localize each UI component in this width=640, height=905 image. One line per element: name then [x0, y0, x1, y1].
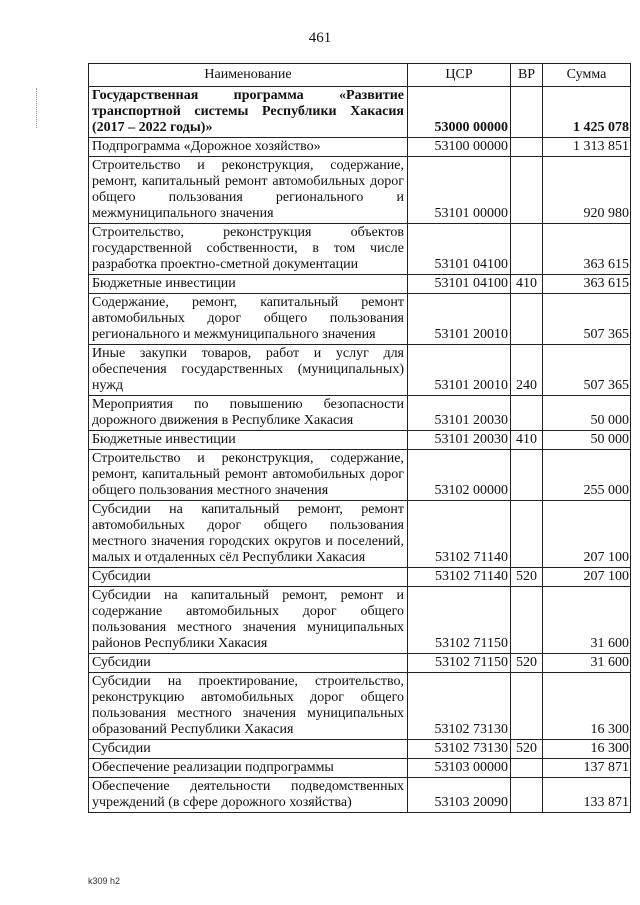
row-csr-cell: 53101 20010 [408, 345, 511, 396]
table-row [89, 654, 631, 673]
row-name-cell: Субсидии на проектирование, строительство, реконструкцию автомобильных дорог общего пользования местного значения муниципальных образований Республики Хакасия [89, 673, 408, 740]
table-row [89, 778, 631, 813]
row-name-cell: Иные закупки товаров, работ и услуг для обеспечения государственных (муниципальных) нужд [89, 345, 408, 396]
row-vr-cell: 410 [511, 431, 543, 450]
row-csr-cell: 53100 00000 [408, 138, 511, 157]
row-csr-cell: 53102 73130 [408, 740, 511, 759]
row-csr-cell: 53103 00000 [408, 759, 511, 778]
row-sum-cell: 133 871 [543, 778, 631, 813]
row-sum-cell: 920 980 [543, 157, 631, 224]
table-row [89, 587, 631, 654]
header-vr: ВР [511, 64, 543, 87]
row-vr-cell [511, 450, 543, 501]
row-name-cell: Государственная программа «Развитие транспортной системы Республики Хакасия (2017 – 2022 годы)» [89, 87, 408, 138]
header-sum: Сумма [543, 64, 631, 87]
row-name-cell: Подпрограмма «Дорожное хозяйство» [89, 138, 408, 157]
row-csr-cell: 53102 00000 [408, 450, 511, 501]
row-name-cell: Мероприятия по повышению безопасности дорожного движения в Республике Хакасия [89, 396, 408, 431]
row-sum-cell: 31 600 [543, 587, 631, 654]
margin-binding-mark [36, 88, 37, 128]
row-csr-cell: 53101 00000 [408, 157, 511, 224]
row-sum-cell: 137 871 [543, 759, 631, 778]
table-row [89, 759, 631, 778]
row-name-cell: Строительство и реконструкция, содержание, ремонт, капитальный ремонт автомобильных дорог общего пользования местного значения [89, 450, 408, 501]
row-csr-cell: 53102 71140 [408, 501, 511, 568]
row-csr-cell: 53101 20010 [408, 294, 511, 345]
row-vr-cell [511, 673, 543, 740]
row-vr-cell [511, 759, 543, 778]
row-vr-cell [511, 138, 543, 157]
row-vr-cell: 410 [511, 275, 543, 294]
table-row [89, 87, 631, 138]
row-name-cell: Субсидии на капитальный ремонт, ремонт автомобильных дорог общего пользования местного значения городских округов и поселений, малых и отдаленных сёл Республики Хакасия [89, 501, 408, 568]
row-vr-cell: 520 [511, 654, 543, 673]
row-name-cell: Субсидии на капитальный ремонт, ремонт и содержание автомобильных дорог общего пользования местного значения муниципальных районов Республики Хакасия [89, 587, 408, 654]
row-vr-cell [511, 157, 543, 224]
row-name-cell: Строительство и реконструкция, содержание, ремонт, капитальный ремонт автомобильных дорог общего пользования регионального и межмуниципального значения [89, 157, 408, 224]
row-sum-cell: 207 100 [543, 568, 631, 587]
row-sum-cell: 363 615 [543, 275, 631, 294]
row-csr-cell: 53000 00000 [408, 87, 511, 138]
row-sum-cell: 363 615 [543, 224, 631, 275]
table-row [89, 345, 631, 396]
row-name-cell: Субсидии [89, 740, 408, 759]
row-name-cell: Обеспечение реализации подпрограммы [89, 759, 408, 778]
row-sum-cell: 50 000 [543, 431, 631, 450]
row-name-cell: Строительство, реконструкция объектов государственной собственности, в том числе разработка проектно-сметной документации [89, 224, 408, 275]
budget-table [88, 63, 631, 813]
table-row [89, 501, 631, 568]
table-row [89, 450, 631, 501]
row-sum-cell: 50 000 [543, 396, 631, 431]
row-vr-cell: 240 [511, 345, 543, 396]
table-row [89, 294, 631, 345]
row-vr-cell [511, 224, 543, 275]
footer-code: k309 h2 [88, 876, 121, 886]
row-vr-cell [511, 294, 543, 345]
row-sum-cell: 255 000 [543, 450, 631, 501]
row-vr-cell [511, 778, 543, 813]
row-vr-cell [511, 396, 543, 431]
row-vr-cell: 520 [511, 568, 543, 587]
table-row [89, 673, 631, 740]
row-sum-cell: 507 365 [543, 345, 631, 396]
row-sum-cell: 31 600 [543, 654, 631, 673]
row-name-cell: Бюджетные инвестиции [89, 431, 408, 450]
row-csr-cell: 53103 20090 [408, 778, 511, 813]
row-name-cell: Субсидии [89, 654, 408, 673]
row-sum-cell: 16 300 [543, 740, 631, 759]
row-sum-cell: 1 425 078 [543, 87, 631, 138]
row-sum-cell: 1 313 851 [543, 138, 631, 157]
row-csr-cell: 53102 71140 [408, 568, 511, 587]
row-vr-cell [511, 501, 543, 568]
row-name-cell: Субсидии [89, 568, 408, 587]
row-csr-cell: 53101 20030 [408, 396, 511, 431]
row-csr-cell: 53102 71150 [408, 587, 511, 654]
table-row [89, 275, 631, 294]
row-name-cell: Обеспечение деятельности подведомственных учреждений (в сфере дорожного хозяйства) [89, 778, 408, 813]
row-vr-cell [511, 87, 543, 138]
row-sum-cell: 16 300 [543, 673, 631, 740]
row-csr-cell: 53101 04100 [408, 275, 511, 294]
table-row [89, 568, 631, 587]
table-row [89, 224, 631, 275]
header-csr: ЦСР [408, 64, 511, 87]
table-row [89, 431, 631, 450]
page-number: 461 [308, 30, 332, 46]
row-name-cell: Содержание, ремонт, капитальный ремонт автомобильных дорог общего пользования регионального и межмуниципального значения [89, 294, 408, 345]
table-row [89, 138, 631, 157]
table-body [89, 87, 631, 813]
row-csr-cell: 53101 20030 [408, 431, 511, 450]
row-csr-cell: 53101 04100 [408, 224, 511, 275]
table-row [89, 396, 631, 431]
row-name-cell: Бюджетные инвестиции [89, 275, 408, 294]
row-vr-cell [511, 587, 543, 654]
row-sum-cell: 507 365 [543, 294, 631, 345]
row-sum-cell: 207 100 [543, 501, 631, 568]
table-row [89, 157, 631, 224]
header-name: Наименование [89, 64, 408, 87]
row-csr-cell: 53102 73130 [408, 673, 511, 740]
row-vr-cell: 520 [511, 740, 543, 759]
table-row [89, 740, 631, 759]
table-header-row [89, 64, 631, 87]
row-csr-cell: 53102 71150 [408, 654, 511, 673]
